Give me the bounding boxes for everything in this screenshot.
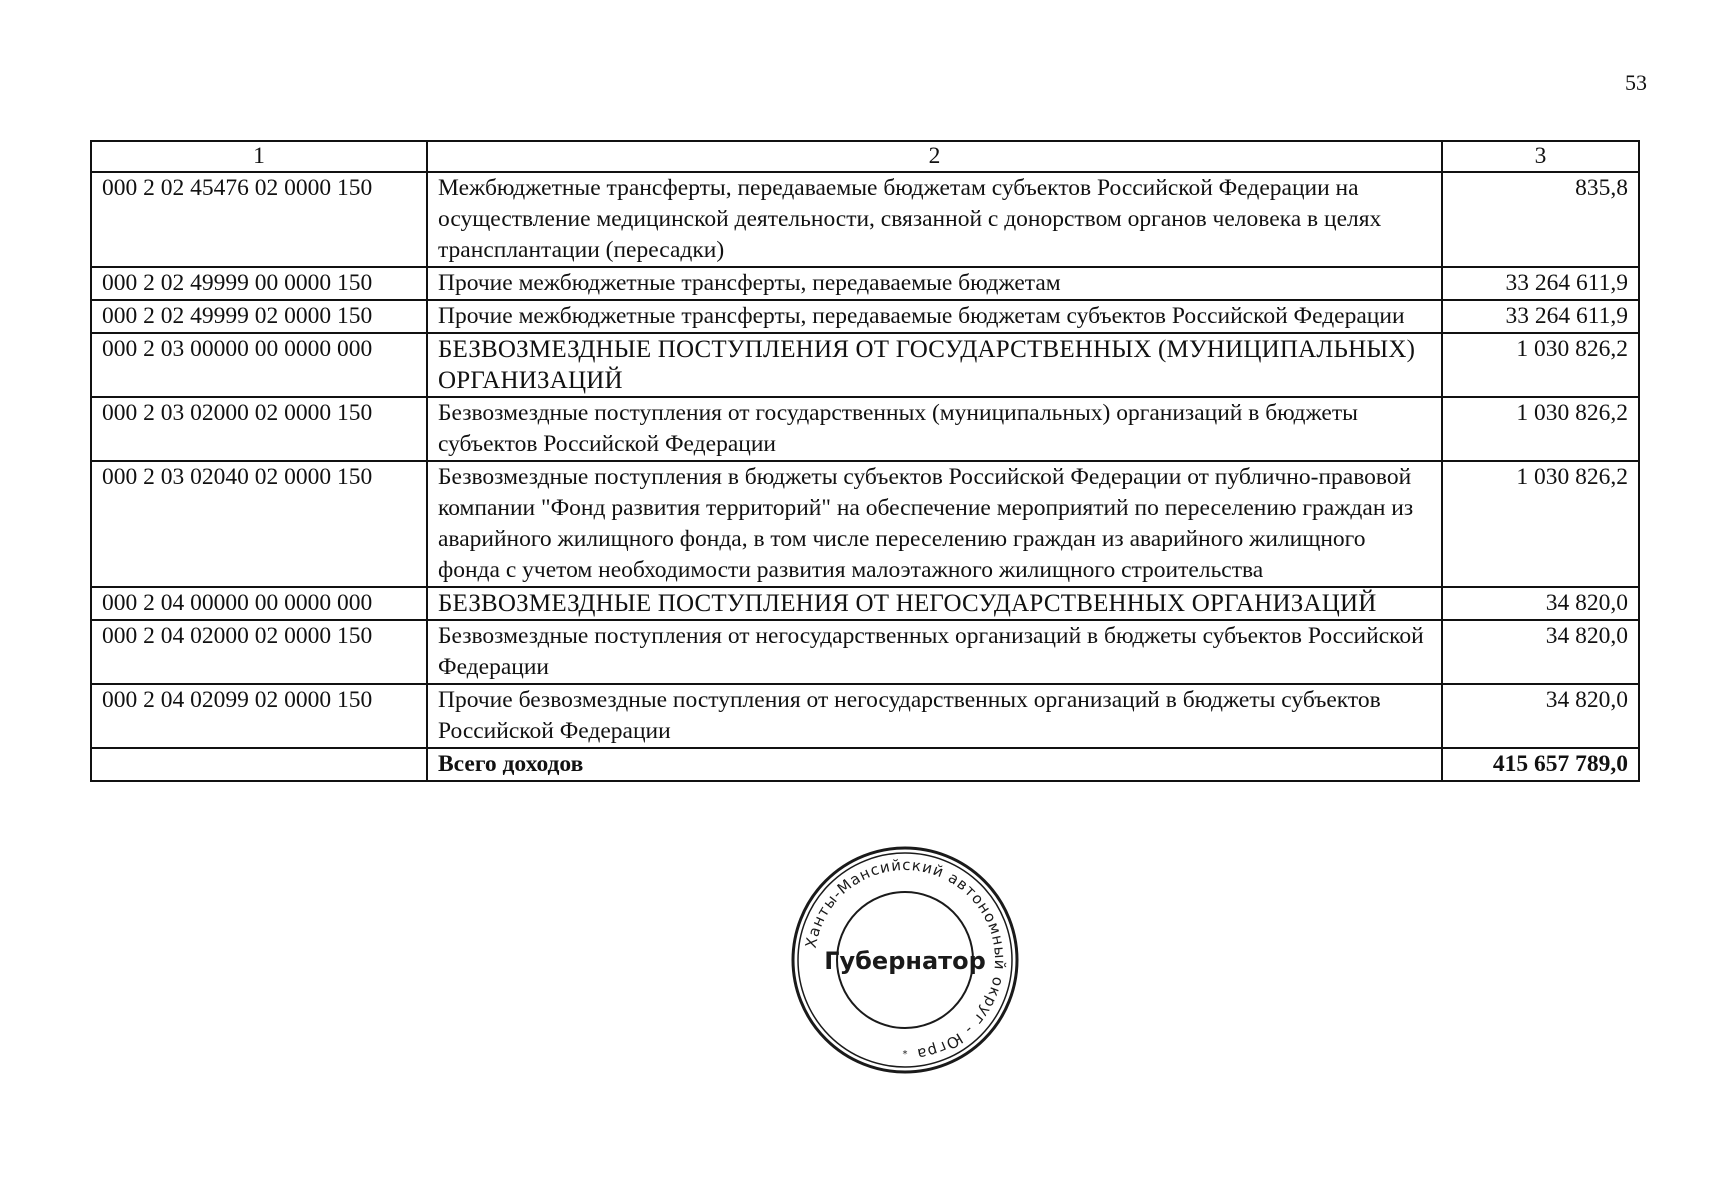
row-description: Безвозмездные поступления от государственных (муниципальных) организаций в бюджеты субъектов Российской Федерации (427, 397, 1442, 461)
table-row (91, 587, 1639, 620)
row-amount: 34 820,0 (1442, 684, 1639, 748)
table-row (91, 620, 1639, 684)
row-amount: 34 820,0 (1442, 587, 1639, 620)
column-header-1: 1 (91, 141, 427, 172)
row-code: 000 2 04 00000 00 0000 000 (91, 587, 427, 620)
seal-center-text: Губернатор (824, 947, 986, 975)
row-code: 000 2 02 49999 02 0000 150 (91, 300, 427, 333)
row-description: Прочие межбюджетные трансферты, передаваемые бюджетам (427, 267, 1442, 300)
row-code: 000 2 02 49999 00 0000 150 (91, 267, 427, 300)
row-code: 000 2 03 00000 00 0000 000 (91, 333, 427, 397)
row-description: Межбюджетные трансферты, передаваемые бюджетам субъектов Российской Федерации на осуществление медицинской деятельности, связанной с донорством органов человека в целях трансплантации (пересадки) (427, 172, 1442, 267)
row-description: Безвозмездные поступления в бюджеты субъектов Российской Федерации от публично-правовой компании "Фонд развития территорий" на обеспечение мероприятий по переселению граждан из аварийного жилищного фонда, в том числе переселению граждан из аварийного жилищного фонда с учетом необходимости развития малоэтажного жилищного строительства (427, 461, 1442, 587)
row-amount: 33 264 611,9 (1442, 267, 1639, 300)
revenue-table (90, 140, 1640, 782)
row-amount: 1 030 826,2 (1442, 333, 1639, 397)
total-label: Всего доходов (427, 748, 1442, 781)
row-amount: 33 264 611,9 (1442, 300, 1639, 333)
row-amount: 835,8 (1442, 172, 1639, 267)
governor-seal (790, 845, 1020, 1075)
seal-ring-text: Ханты-Мансийский автономный округ - Югра (801, 855, 1010, 1064)
table-row (91, 684, 1639, 748)
row-description: БЕЗВОЗМЕЗДНЫЕ ПОСТУПЛЕНИЯ ОТ ГОСУДАРСТВЕННЫХ (МУНИЦИПАЛЬНЫХ) ОРГАНИЗАЦИЙ (427, 333, 1442, 397)
column-header-2: 2 (427, 141, 1442, 172)
page-number: 53 (1625, 70, 1647, 95)
table-row (91, 333, 1639, 397)
table-row (91, 397, 1639, 461)
total-code-cell (91, 748, 427, 781)
row-code: 000 2 02 45476 02 0000 150 (91, 172, 427, 267)
table-header-row (91, 141, 1639, 172)
column-header-3: 3 (1442, 141, 1639, 172)
row-code: 000 2 03 02000 02 0000 150 (91, 397, 427, 461)
row-amount: 34 820,0 (1442, 620, 1639, 684)
total-amount: 415 657 789,0 (1442, 748, 1639, 781)
row-description: Безвозмездные поступления от негосударственных организаций в бюджеты субъектов Российской Федерации (427, 620, 1442, 684)
table-row (91, 300, 1639, 333)
table-row (91, 461, 1639, 587)
row-amount: 1 030 826,2 (1442, 461, 1639, 587)
total-row (91, 748, 1639, 781)
seal-star-icon: * (902, 1049, 908, 1060)
row-code: 000 2 04 02000 02 0000 150 (91, 620, 427, 684)
table-row (91, 267, 1639, 300)
row-amount: 1 030 826,2 (1442, 397, 1639, 461)
table-row (91, 172, 1639, 267)
row-description: БЕЗВОЗМЕЗДНЫЕ ПОСТУПЛЕНИЯ ОТ НЕГОСУДАРСТВЕННЫХ ОРГАНИЗАЦИЙ (427, 587, 1442, 620)
row-description: Прочие межбюджетные трансферты, передаваемые бюджетам субъектов Российской Федерации (427, 300, 1442, 333)
row-description: Прочие безвозмездные поступления от негосударственных организаций в бюджеты субъектов Российской Федерации (427, 684, 1442, 748)
row-code: 000 2 03 02040 02 0000 150 (91, 461, 427, 587)
row-code: 000 2 04 02099 02 0000 150 (91, 684, 427, 748)
